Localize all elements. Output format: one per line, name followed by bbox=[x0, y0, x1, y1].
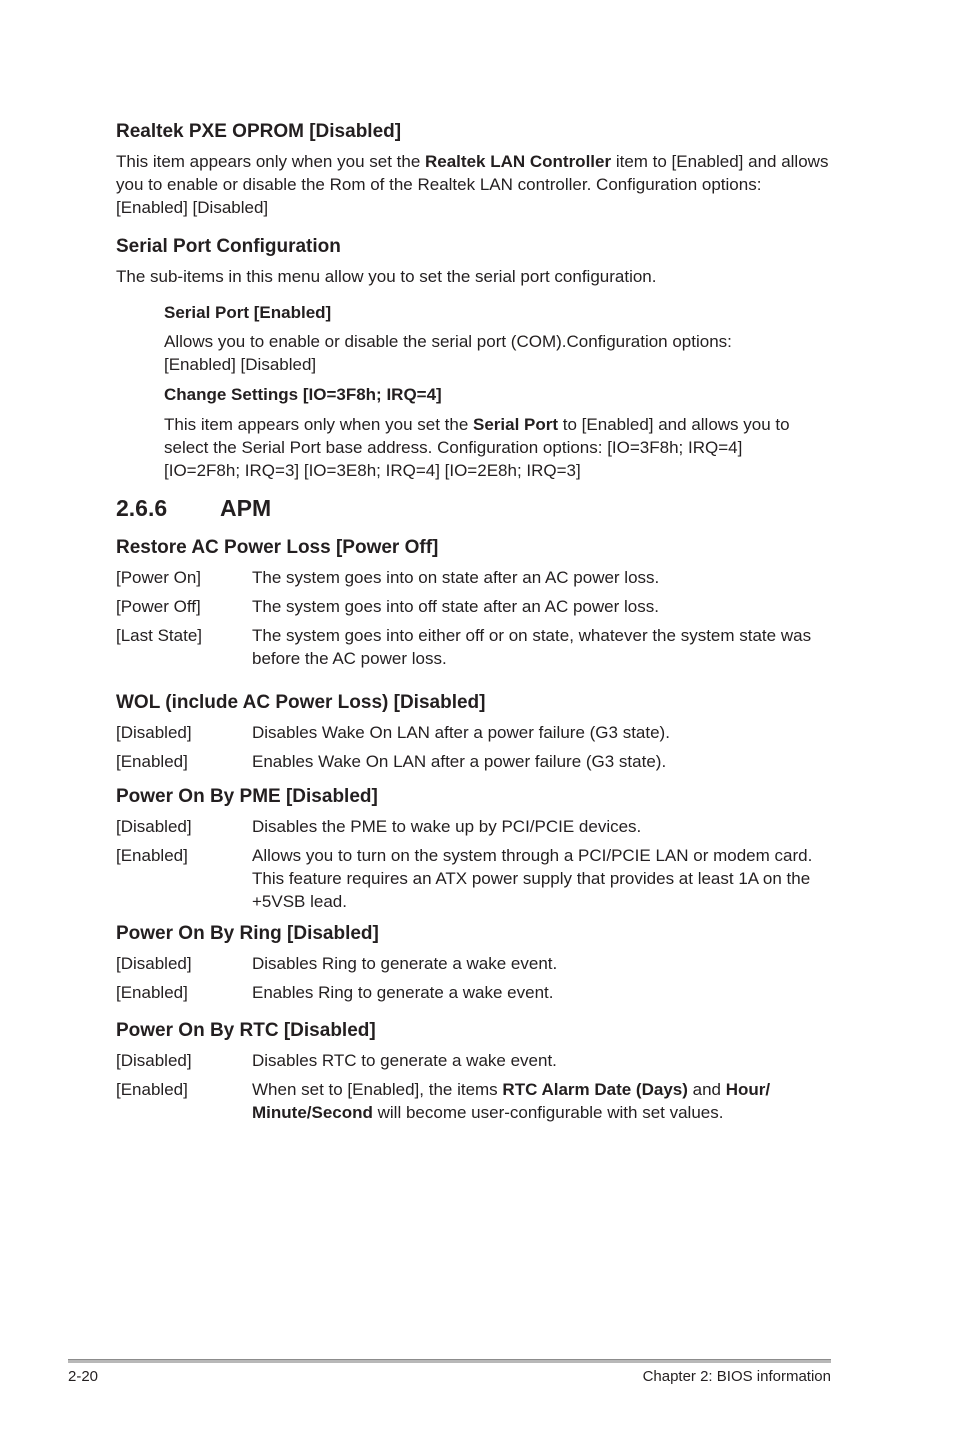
option-row bbox=[116, 1049, 832, 1078]
wol-heading: WOL (include AC Power Loss) [Disabled] bbox=[116, 692, 486, 713]
option-desc: Disables RTC to generate a wake event. bbox=[252, 1051, 557, 1070]
page-footer bbox=[68, 1359, 831, 1385]
option-row bbox=[116, 1078, 832, 1130]
option-desc: Enables Ring to generate a wake event. bbox=[252, 983, 554, 1002]
option-desc: Disables Ring to generate a wake event. bbox=[252, 954, 558, 973]
ring-heading: Power On By Ring [Disabled] bbox=[116, 923, 379, 944]
footer-rule bbox=[68, 1359, 831, 1363]
pme-heading: Power On By PME [Disabled] bbox=[116, 786, 378, 807]
option-key: [Disabled] bbox=[116, 1051, 192, 1070]
section-number: 2.6.6 bbox=[116, 495, 168, 521]
footer-row bbox=[68, 1368, 831, 1385]
restore-ac-heading: Restore AC Power Loss [Power Off] bbox=[116, 537, 439, 558]
pme-options bbox=[116, 815, 832, 919]
option-desc: Allows you to turn on the system through a PCI/PCIE LAN or modem card. This feature requires an ATX power supply that provides at least 1A on the +5VSB lead. bbox=[252, 846, 813, 911]
option-row bbox=[116, 952, 832, 981]
option-key: [Disabled] bbox=[116, 817, 192, 836]
option-row bbox=[116, 595, 832, 624]
option-key: [Enabled] bbox=[116, 983, 188, 1002]
option-key: [Disabled] bbox=[116, 954, 192, 973]
option-key: [Enabled] bbox=[116, 752, 188, 771]
serial-port-desc: Allows you to enable or disable the serial port (COM).Configuration options: [Enabled] [Disabled] bbox=[164, 332, 732, 374]
serial-port-heading: Serial Port [Enabled] bbox=[164, 303, 332, 322]
restore-ac-options bbox=[116, 566, 832, 676]
option-key: [Power On] bbox=[116, 568, 202, 587]
option-desc: When set to [Enabled], the items RTC Alarm Date (Days) and Hour/ Minute/Second will become user-configurable with set values. bbox=[252, 1080, 771, 1122]
option-desc: Enables Wake On LAN after a power failure (G3 state). bbox=[252, 752, 667, 771]
option-row bbox=[116, 566, 832, 595]
realtek-pxe-heading: Realtek PXE OPROM [Disabled] bbox=[116, 121, 402, 142]
realtek-pxe-desc: This item appears only when you set the Realtek LAN Controller item to [Enabled] and allows you to enable or disable the Rom of the Realtek LAN controller. Configuration options: [Enabled] [Disabled] bbox=[116, 152, 829, 217]
rtc-heading: Power On By RTC [Disabled] bbox=[116, 1020, 376, 1041]
change-settings-desc: This item appears only when you set the Serial Port to [Enabled] and allows you to select the Serial Port base address. Configuration options: [IO=3F8h; IRQ=4] [IO=2F8h; IRQ=3] [IO=3E8h; IRQ=4] [IO=2E8h; IRQ=3] bbox=[164, 415, 790, 480]
page-number: 2-20 bbox=[68, 1368, 99, 1385]
option-key: [Enabled] bbox=[116, 846, 188, 865]
option-desc: Disables the PME to wake up by PCI/PCIE devices. bbox=[252, 817, 642, 836]
option-row bbox=[116, 815, 832, 844]
option-row bbox=[116, 981, 832, 1010]
option-row bbox=[116, 624, 832, 676]
ring-options bbox=[116, 952, 832, 1010]
page-content bbox=[116, 119, 832, 1130]
option-desc: The system goes into on state after an AC power loss. bbox=[252, 568, 660, 587]
rtc-options bbox=[116, 1049, 832, 1130]
option-row bbox=[116, 844, 832, 919]
option-key: [Disabled] bbox=[116, 723, 192, 742]
wol-options bbox=[116, 721, 832, 779]
serial-config-desc: The sub-items in this menu allow you to set the serial port configuration. bbox=[116, 267, 657, 286]
section-name: APM bbox=[220, 495, 272, 521]
option-row bbox=[116, 721, 832, 750]
option-desc: The system goes into either off or on state, whatever the system state was before the AC power loss. bbox=[252, 626, 812, 668]
option-desc: The system goes into off state after an AC power loss. bbox=[252, 597, 659, 616]
change-settings-heading: Change Settings [IO=3F8h; IRQ=4] bbox=[164, 385, 442, 404]
option-desc: Disables Wake On LAN after a power failure (G3 state). bbox=[252, 723, 670, 742]
option-key: [Enabled] bbox=[116, 1080, 188, 1099]
serial-config-heading: Serial Port Configuration bbox=[116, 236, 341, 257]
serial-config-subitems bbox=[164, 301, 804, 482]
option-row bbox=[116, 750, 832, 779]
option-key: [Last State] bbox=[116, 626, 202, 645]
apm-section-title bbox=[116, 493, 832, 523]
option-key: [Power Off] bbox=[116, 597, 201, 616]
chapter-title: Chapter 2: BIOS information bbox=[642, 1368, 831, 1385]
